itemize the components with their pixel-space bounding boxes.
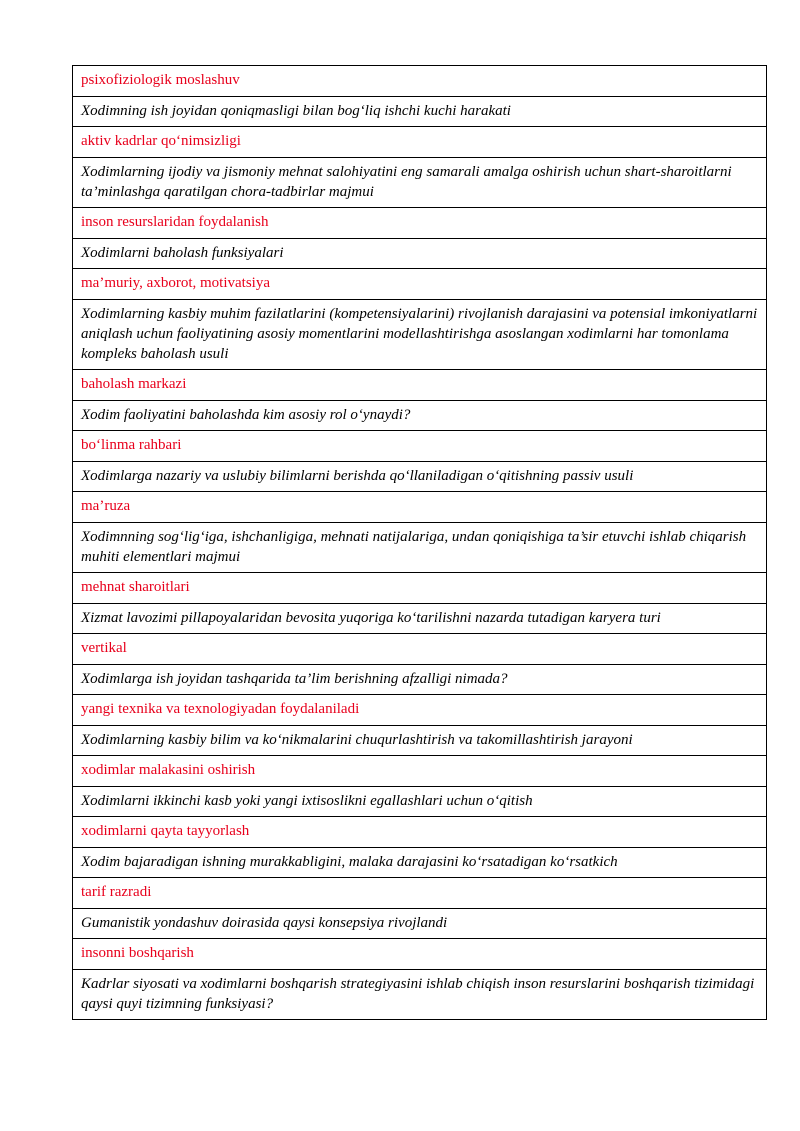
qa-table: [72, 65, 767, 1020]
question-row: [73, 665, 767, 695]
answer-row: [73, 431, 767, 462]
answer-cell: ma’ruza: [73, 492, 767, 523]
document-page: [72, 65, 767, 1020]
answer-row: [73, 817, 767, 848]
answer-row: [73, 939, 767, 970]
question-cell: Xizmat lavozimi pillapoyalaridan bevosita yuqoriga ko‘tarilishni nazarda tutadigan karyera turi: [73, 604, 767, 634]
question-cell: Xodimlarga nazariy va uslubiy bilimlarni berishda qo‘llaniladigan o‘qitishning passiv usuli: [73, 462, 767, 492]
answer-cell: vertikal: [73, 634, 767, 665]
question-row: [73, 787, 767, 817]
question-row: [73, 239, 767, 269]
answer-cell: yangi texnika va texnologiyadan foydalaniladi: [73, 695, 767, 726]
answer-row: [73, 269, 767, 300]
answer-row: [73, 208, 767, 239]
question-cell: Xodim bajaradigan ishning murakkabligini, malaka darajasini ko‘rsatadigan ko‘rsatkich: [73, 848, 767, 878]
answer-row: [73, 492, 767, 523]
answer-cell: aktiv kadrlar qo‘nimsizligi: [73, 127, 767, 158]
question-cell: Xodim faoliyatini baholashda kim asosiy rol o‘ynaydi?: [73, 401, 767, 431]
answer-cell: bo‘linma rahbari: [73, 431, 767, 462]
question-row: [73, 604, 767, 634]
answer-row: [73, 756, 767, 787]
qa-table-body: [73, 66, 767, 1020]
question-cell: Xodimlarning kasbiy bilim va ko‘nikmalarini chuqurlashtirish va takomillashtirish jarayoni: [73, 726, 767, 756]
question-cell: Kadrlar siyosati va xodimlarni boshqarish strategiyasini ishlab chiqish inson resurslarini boshqarish tizimidagi qaysi quyi tizimning funksiyasi?: [73, 970, 767, 1020]
answer-cell: insonni boshqarish: [73, 939, 767, 970]
question-cell: Gumanistik yondashuv doirasida qaysi konsepsiya rivojlandi: [73, 909, 767, 939]
answer-cell: baholash markazi: [73, 370, 767, 401]
question-cell: Xodimnning sog‘lig‘iga, ishchanligiga, mehnati natijalariga, undan qoniqishiga ta’sir etuvchi ishlab chiqarish muhiti elementlari majmui: [73, 523, 767, 573]
question-row: [73, 726, 767, 756]
question-row: [73, 909, 767, 939]
question-row: [73, 462, 767, 492]
question-row: [73, 970, 767, 1020]
question-row: [73, 97, 767, 127]
question-row: [73, 523, 767, 573]
question-cell: Xodimning ish joyidan qoniqmasligi bilan bog‘liq ishchi kuchi harakati: [73, 97, 767, 127]
answer-row: [73, 878, 767, 909]
answer-cell: tarif razradi: [73, 878, 767, 909]
question-cell: Xodimlarni baholash funksiyalari: [73, 239, 767, 269]
answer-cell: inson resurslaridan foydalanish: [73, 208, 767, 239]
answer-row: [73, 573, 767, 604]
answer-row: [73, 66, 767, 97]
question-row: [73, 848, 767, 878]
answer-cell: psixofiziologik moslashuv: [73, 66, 767, 97]
question-row: [73, 401, 767, 431]
answer-row: [73, 127, 767, 158]
question-cell: Xodimlarning kasbiy muhim fazilatlarini (kompetensiyalarini) rivojlanish darajasini va potensial imkoniyatlarni aniqlash uchun faoliyatining asosiy momentlarini modellashtirishga asoslangan xodimlarni har tomonlama kompleks baholash usuli: [73, 300, 767, 370]
question-cell: Xodimlarning ijodiy va jismoniy mehnat salohiyatini eng samarali amalga oshirish uchun shart-sharoitlarni ta’minlashga qaratilgan chora-tadbirlar majmui: [73, 158, 767, 208]
question-cell: Xodimlarga ish joyidan tashqarida ta’lim berishning afzalligi nimada?: [73, 665, 767, 695]
answer-row: [73, 695, 767, 726]
answer-cell: ma’muriy, axborot, motivatsiya: [73, 269, 767, 300]
question-cell: Xodimlarni ikkinchi kasb yoki yangi ixtisoslikni egallashlari uchun o‘qitish: [73, 787, 767, 817]
answer-cell: xodimlarni qayta tayyorlash: [73, 817, 767, 848]
answer-cell: xodimlar malakasini oshirish: [73, 756, 767, 787]
question-row: [73, 158, 767, 208]
question-row: [73, 300, 767, 370]
answer-cell: mehnat sharoitlari: [73, 573, 767, 604]
answer-row: [73, 370, 767, 401]
answer-row: [73, 634, 767, 665]
